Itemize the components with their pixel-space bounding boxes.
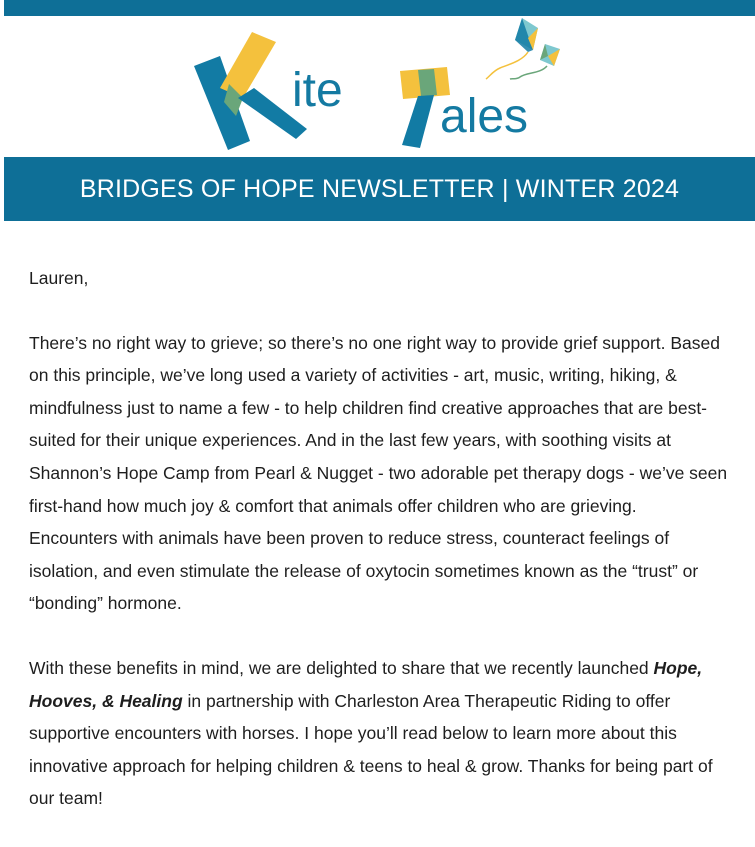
top-bar xyxy=(4,0,755,16)
paragraph-2-text-start: With these benefits in mind, we are delighted to share that we recently launched xyxy=(29,657,654,678)
newsletter-body xyxy=(29,262,729,847)
kite-tales-logo xyxy=(0,16,755,157)
kites-icon xyxy=(486,18,560,79)
logo-t-stem xyxy=(402,95,434,148)
logo-ite-text: ite xyxy=(292,64,343,117)
program-name: Hope, Hooves, & Healing xyxy=(29,657,703,711)
paragraph-2-text-end: in partnership with Charleston Area Therapeutic Riding to offer supportive encounters with horses. I hope you’ll read below to learn more about this innovative approach for helping children & teens to heal & grow. Thanks for being part of our team! xyxy=(29,690,713,809)
logo-t-overlap xyxy=(418,69,437,96)
body-paragraph-2 xyxy=(29,652,729,815)
banner-title: BRIDGES OF HOPE NEWSLETTER | WINTER 2024 xyxy=(79,174,680,203)
newsletter-banner xyxy=(4,157,755,221)
body-paragraph-1: There’s no right way to grieve; so there’s no one right way to provide grief support. Based on this principle, we’ve long used a variety of activities - art, music, writing, hiking, & mindfulness just to name a few - to help children find creative approaches that are best-suited for their unique experiences. And in the last few years, with soothing visits at Shannon’s Hope Camp from Pearl & Nugget - two adorable pet therapy dogs - we’ve seen first-hand how much joy & comfort that animals offer children who are grieving. Encounters with animals have been proven to reduce stress, counteract feelings of isolation, and even stimulate the release of oxytocin sometimes known as the “trust” or “bonding” hormone. xyxy=(29,332,728,614)
logo-ales-text: ales xyxy=(440,90,529,143)
greeting: Lauren, xyxy=(29,268,89,288)
newsletter-logo xyxy=(0,16,755,157)
